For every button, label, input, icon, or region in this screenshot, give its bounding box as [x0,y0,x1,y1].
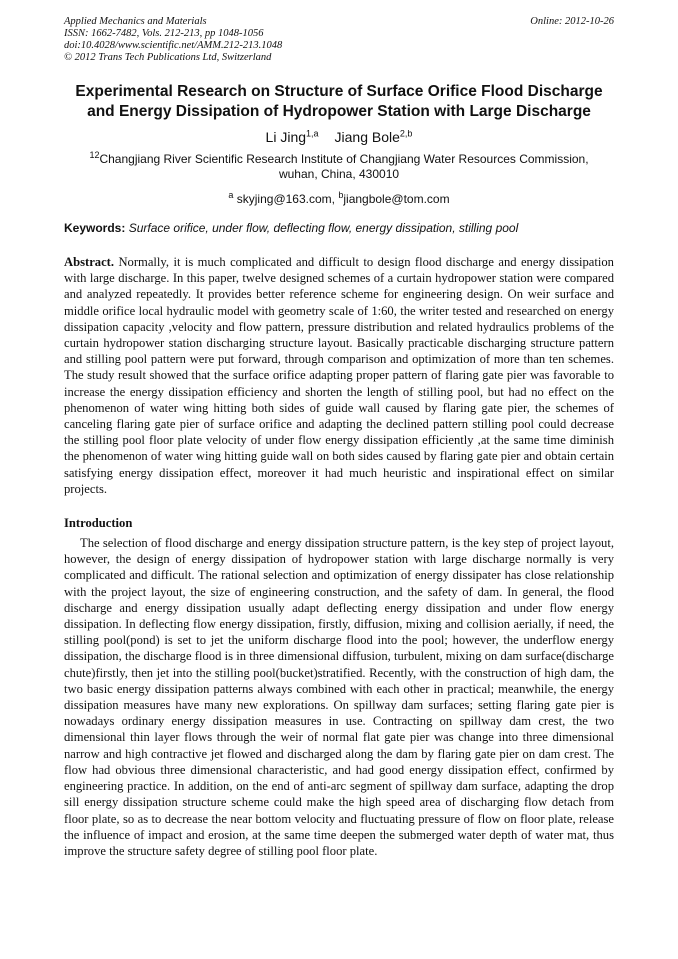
abstract-text: Normally, it is much complicated and difficult to design flood discharge and energy dissipation with large discharge. In this paper, twelve designed schemes of a curtain hydropower station were compared and analyzed repeatedly. It provides better reference scheme for engineering design. On weir surface and middle orifice local hydraulic model with geometry scale of 1:60, the writer tested and researched on energy dissipation capacity ,velocity and flow pattern, pressure distribution and related hydraulics problems of the curtain hydropower station discharging structure layout. Basically practicable discharging structure pattern and stilling pool pattern were put forward, through comparison and optimization of more than ten schemes. The study result showed that the surface orifice adapting proper pattern of flaring gate pier was favorable to increase the energy dissipation efficiency and shorten the length of stilling pool, but had no effect on the phenomenon of water wing hitting both sides of guide wall caused by flaring gate pier, the schemes of canceling flaring gate pier of surface orifice and adapting the declined pattern stilling pool could decrease the stilling pool floor plate velocity of under flow energy dissipation efficiently ,at the same time diminish the phenomenon of water wing hitting guide wall on both sides caused by flaring gate pier and obtain certain satisfying energy dissipation effect, moreover it had much heuristic and inspirational effect on similar projects. [64,255,614,496]
abstract [64,254,614,497]
title-line-2: and Energy Dissipation of Hydropower Station with Large Discharge [87,103,591,120]
paper-title [64,82,614,122]
section-heading-introduction: Introduction [64,516,133,531]
journal-header [64,16,614,64]
email-link[interactable]: jiangbole@tom.com [343,192,450,206]
issn-line: ISSN: 1662-7482, Vols. 212-213, pp 1048-1056 [64,28,264,39]
keywords-text: Surface orifice, under flow, deflecting flow, energy dissipation, stilling pool [128,221,519,235]
author-superscript: 1,a [306,128,319,139]
author-name: Li Jing [265,129,307,145]
author-list [64,128,614,146]
journal-name: Applied Mechanics and Materials [64,16,207,27]
email-superscript: a [228,190,234,200]
author-emails [64,192,614,207]
email-link[interactable]: skyjing@163.com, [236,192,335,206]
keywords [64,221,614,236]
doi-line: doi:10.4028/www.scientific.net/AMM.212-213.1048 [64,40,283,51]
affiliation-superscript: 12 [89,150,100,160]
abstract-label: Abstract. [64,255,115,269]
copyright-line: © 2012 Trans Tech Publications Ltd, Switzerland [64,52,272,63]
author-superscript: 2,b [399,128,413,139]
affiliation-line-1: Changjiang River Scientific Research Institute of Changjiang Water Resources Commission, [99,152,589,166]
author-name: Jiang Bole [334,129,400,145]
email-superscript: b [338,190,344,200]
online-date: Online: 2012-10-26 [530,16,614,27]
affiliation-line-2: wuhan, China, 430010 [278,167,400,181]
affiliation [64,152,614,182]
introduction-paragraph: The selection of flood discharge and energy dissipation structure pattern, is the key step of project layout, however, the design of energy dissipation of hydropower station with large discharge normally is very complicated and difficult. The rational selection and optimization of energy dissipater has close relationship with the project layout, the size of engineering construction, and the safety of dam. In general, the flood discharge and energy dissipation usually adapt deflecting energy dissipation and under flow energy dissipation. In deflecting flow energy dissipation, firstly, diffusion, mixing and collision aerially, if need, the stilling pool(pond) is set to jet the uniform discharge flood into the pool; however, the underflow energy dissipation, the discharge flood is in three dimensional diffusion, turbulent, mixing on dam surface(discharge chute)firstly, then jet into the stilling pool(bucket)stratified. Recently, with the construction of high dam, the two basic energy dissipation patterns always combined with each other in practical; meanwhile, the energy dissipation measures have many new explorations. On spillway dam surfaces; setting flaring gate pier is nowadays ordinary energy dissipation measures in use. Contracting on spillway dam crest, the two dimensional thin layer flows through the weir of normal flat gate pier was change into three dimensional narrow and high contractive jet flowed and discharged along the dam by flaring gate pier on dam crest. The flow had obvious three dimensional characteristic, and had good energy dissipation effect, confirmed by engineering practice. In addition, on the end of anti-arc segment of spillway dam surface, adapting the drop sill energy dissipation structure scheme could make the high speed area of discharging flow detach from floor plate, so as to decrease the near bottom velocity and fluctuating pressure of flow on floor plate, release the influence of impact and erosion, at the same time deepen the submerged water depth of water mat, thus improve the structure safety degree of stilling pool floor plate. [64,536,614,858]
title-line-1: Experimental Research on Structure of Surface Orifice Flood Discharge [75,83,603,100]
keywords-label: Keywords: [64,221,126,235]
